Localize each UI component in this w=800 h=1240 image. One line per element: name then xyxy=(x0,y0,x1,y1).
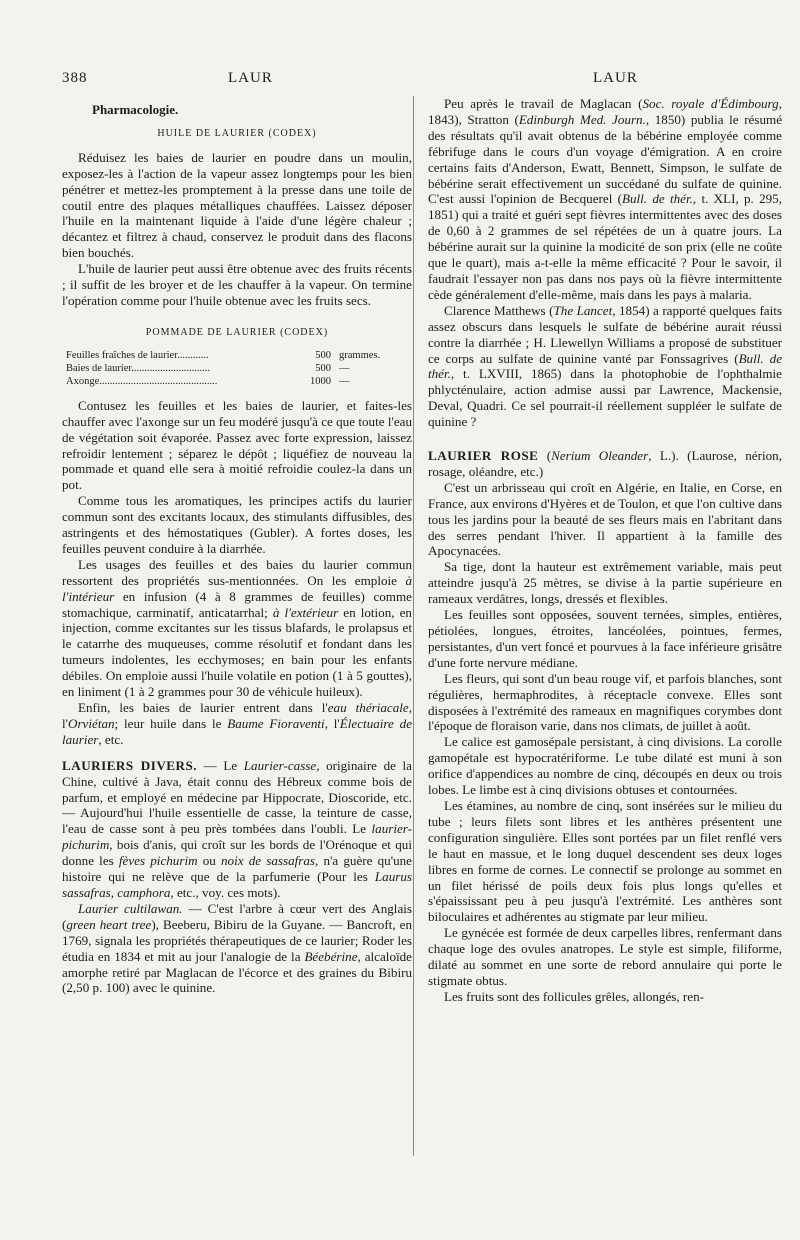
running-title-left: LAUR xyxy=(228,70,273,86)
paragraph: Comme tous les aromatiques, les principes actifs du laurier commun sont des excitants locaux, des stimulants diffusibles, des astringents et des hémostatiques (Gubler). A fortes doses, les feuilles peuvent conduire à la diarrhée. xyxy=(62,493,412,556)
paragraph: Les étamines, au nombre de cinq, sont insérées sur le milieu du tube ; leurs filets sont libres et les anthères présentent une configuration singulière. Elles sont portées par un filet renflé vers le haut en massue, et le long duquel descendent ses deux loges libres en forme de cornes. Le connectif se prolonge au sommet en un filet hérissé de poils deux fois plus longs qu'elles et s'épaississant peu à peu jusqu'à l'extrémité. Les anthères sont biloculaires et adhérentes au stigmate par leur milieu. xyxy=(428,797,782,925)
huile-title: HUILE DE LAURIER (CODEX) xyxy=(157,127,317,139)
column-divider xyxy=(413,96,414,1156)
recipe-row xyxy=(62,362,412,375)
recipe-row xyxy=(62,349,412,362)
recipe-quantity: 500 xyxy=(315,362,331,374)
recipe-ingredient: Feuilles fraîches de laurier............ xyxy=(66,349,209,361)
paragraph: Laurier cultilawan. — C'est l'arbre à cœur vert des Anglais (green heart tree), Beeberu, Bibiru de la Guyane. — Bancroft, en 1769, signala les propriétés thérapeutiques de ce laurier; Roder les étudia en 1834 et mit au jour l'analogie de la Béebérine, alcaloïde amorphe retiré par Maglacan de l'écorce et des graines du Bibiru (2,50 p. 100) avec le quinine. xyxy=(62,900,412,996)
paragraph: Réduisez les baies de laurier en poudre dans un moulin, exposez-les à l'action de la vapeur assez longtemps pour les bien pénétrer et mettez-les promptement à la presse dans une toile de coutil entre des plaques métalliques chauffées. Laissez déposer l'huile en la maintenant liquide à l'aide d'une légère chaleur ; décantez et filtrez à chaud, conservez le produit dans des flacons bien bouchés. xyxy=(62,149,412,261)
entry-heading: LAURIERS DIVERS. xyxy=(62,757,198,773)
paragraph: C'est un arbrisseau qui croît en Algérie, en Italie, en Corse, en France, aux environs d'Hyères et de Toulon, et que l'on cultive dans tous les jardins pour la beauté de ses fleurs mais en l'abritant dans des serres pendant l'hiver. Il appartient à la famille des Apocynacées. xyxy=(428,479,782,559)
recipe-quantity: 500 xyxy=(315,349,331,361)
entry-heading: LAURIER ROSE xyxy=(428,448,539,464)
right-column xyxy=(428,96,782,1005)
paragraph-lauriers-divers: LAURIERS DIVERS. — Le Laurier-casse, originaire de la Chine, cultivé à Java, était connu des Hébreux comme bois de parfum, et employé en médecine par Hippocrate, Dioscoride, etc. — Aujourd'hui l'huile essentielle de casse, la teinture de casse, l'eau de casse sont à peu près tombées dans l'oubli. Le laurier-pichurim, bois d'anis, qui croît sur les bords de l'Orénoque et qui donne les fèves pichurim ou noix de sassafras, n'a guère qu'une histoire qui ne relève que de la parfumerie (Pour les Laurus sassafras, camphora, etc., voy. ces mots). xyxy=(62,757,412,900)
paragraph-laurier-rose: LAURIER ROSE (Nerium Oleander, L.). (Laurose, nérion, rosage, oléandre, etc.) xyxy=(428,448,782,479)
recipe-unit: — xyxy=(339,375,350,387)
section-title: Pharmacologie. xyxy=(92,102,179,117)
recipe-table xyxy=(62,349,412,388)
recipe-unit: — xyxy=(339,362,350,374)
recipe-ingredient: Baies de laurier.............................. xyxy=(66,362,211,374)
recipe-quantity: 1000 xyxy=(310,375,331,387)
recipe-unit: grammes. xyxy=(339,349,381,361)
paragraph: Le gynécée est formée de deux carpelles libres, renfermant dans chaque loge des ovules anatropes. Le style est simple, filiforme, dilaté au sommet en une sorte de rebord annulaire qui porte le stigmate obtus. xyxy=(428,925,782,988)
page-number: 388 xyxy=(62,70,88,86)
paragraph: Sa tige, dont la hauteur est extrêmement variable, mais peut atteindre jusqu'à 25 mètres, se divise à la partie supérieure en rameaux verdâtres, longs, dressés et flexibles. xyxy=(428,559,782,607)
paragraph: Contusez les feuilles et les baies de laurier, et faites-les chauffer avec l'axonge sur un feu modéré jusqu'à ce que toute l'eau de végétation soit évaporée. Passez avec forte expression, laissez refroidir lentement ; séparez le dépôt ; liquéfiez de nouveau la pommade et quand elle sera à moitié refroidie coulez-la dans un pot. xyxy=(62,397,412,493)
paragraph: Les fleurs, qui sont d'un beau rouge vif, et parfois blanches, sont régulières, hermaphrodites, à réceptacle convexe. Elles sont disposées à l'extrémité des rameaux en magnifiques corymbes dont l'époque de floraison varie, dans nos climats, de juillet à août. xyxy=(428,670,782,734)
pommade-title: POMMADE DE LAURIER (CODEX) xyxy=(145,326,329,338)
paragraph: Les fruits sont des follicules grêles, allongés, ren- xyxy=(444,988,704,1004)
paragraph: Enfin, les baies de laurier entrent dans l'eau thériacale, l'Orviétan; leur huile dans le Baume Fioraventi, l'Électuaire de laurier, etc. xyxy=(62,700,413,747)
paragraph: Peu après le travail de Maglacan (Soc. royale d'Édimbourg, 1843), Stratton (Edinburgh Med. Journ., 1850) publia le résumé des résultats qu'il avait obtenus de la bébérine employée comme fébrifuge dans le cours d'un voyage d'émigration. A en croire certains faits d'Anderson, Ewatt, Bennett, Simpson, le sulfate de bébérine serait effectivement un succédané du sulfate de quinine. C'est aussi l'opinion de Becquerel (Bull. de thér., t. XLI, p. 295, 1851) qui a traité et guéri sept fièvres intermittentes avec des doses de 0,60 à 2 grammes de sel répétées de un à quatre jours. La bébérine aurait sur la quinine la modicité de son prix (elle ne coûte que le quart), mais a-t-elle la même efficacité ? Pour le savoir, il faudrait l'essayer non pas dans nos pays où la fièvre intermittente cède généralement d'elle-même, mais dans les pays à malaria. xyxy=(428,96,783,302)
paragraph: Les feuilles sont opposées, souvent ternées, simples, entières, pétiolées, longues, étroites, lancéolées, pointues, fermes, persistantes, d'un vert foncé et pourvues à la face inférieure grisâtre d'une forte nervure médiane. xyxy=(428,607,782,670)
paragraph: L'huile de laurier peut aussi être obtenue avec des fruits récents ; il suffit de les broyer et de les chauffer à la vapeur. On termine l'opération comme pour l'huile obtenue avec les fruits secs. xyxy=(62,261,412,308)
paragraph: Clarence Matthews (The Lancet, 1854) a rapporté quelques faits assez obscurs dans lesquels le sulfate de bébérine aurait réussi contre la diarrhée ; H. Llewellyn Williams a proposé de substituer ce corps au sulfate de quinine vanté par Fonssagrives (Bull. de thér., t. LXVIII, 1865) dans la photophobie de l'ophthalmie phlycténulaire, action admise aussi par Lawrence, Mackensie, Deval, Quadri. Ce sel pourrait-il réellement suppléer le sulfate de quinine ? xyxy=(428,302,782,430)
paragraph: Le calice est gamosépale persistant, à cinq divisions. La corolle gamopétale est hypocratériforme. Le tube dilaté est muni à son orifice d'appendices au nombre de cinq, découpés en deux ou trois lobes. Le limbe est à cinq divisions obtuses et contournées. xyxy=(428,734,782,798)
recipe-row xyxy=(62,375,412,388)
running-title-right: LAUR xyxy=(593,70,638,86)
paragraph: Les usages des feuilles et des baies du laurier commun ressortent des propriétés sus-mentionnées. On les emploie à l'intérieur en infusion (4 à 8 grammes de feuilles) comme stomachique, carminatif, anticatarrhal; à l'extérieur en lotion, en injection, comme excitantes sur les tissus blafards, le prolapsus et le catarrhe des muqueuses, comme résolutif et fondant dans les tumeurs indolentes, les ecchymoses; en bain pour les enfants débiles. On emploie aussi l'huile volatile en potion (1 à 5 gouttes), en liniment (1 à 2 grammes pour 30 de véhicule huileux). xyxy=(62,556,412,700)
recipe-ingredient: Axonge............................................. xyxy=(66,375,218,387)
left-column xyxy=(62,96,412,996)
